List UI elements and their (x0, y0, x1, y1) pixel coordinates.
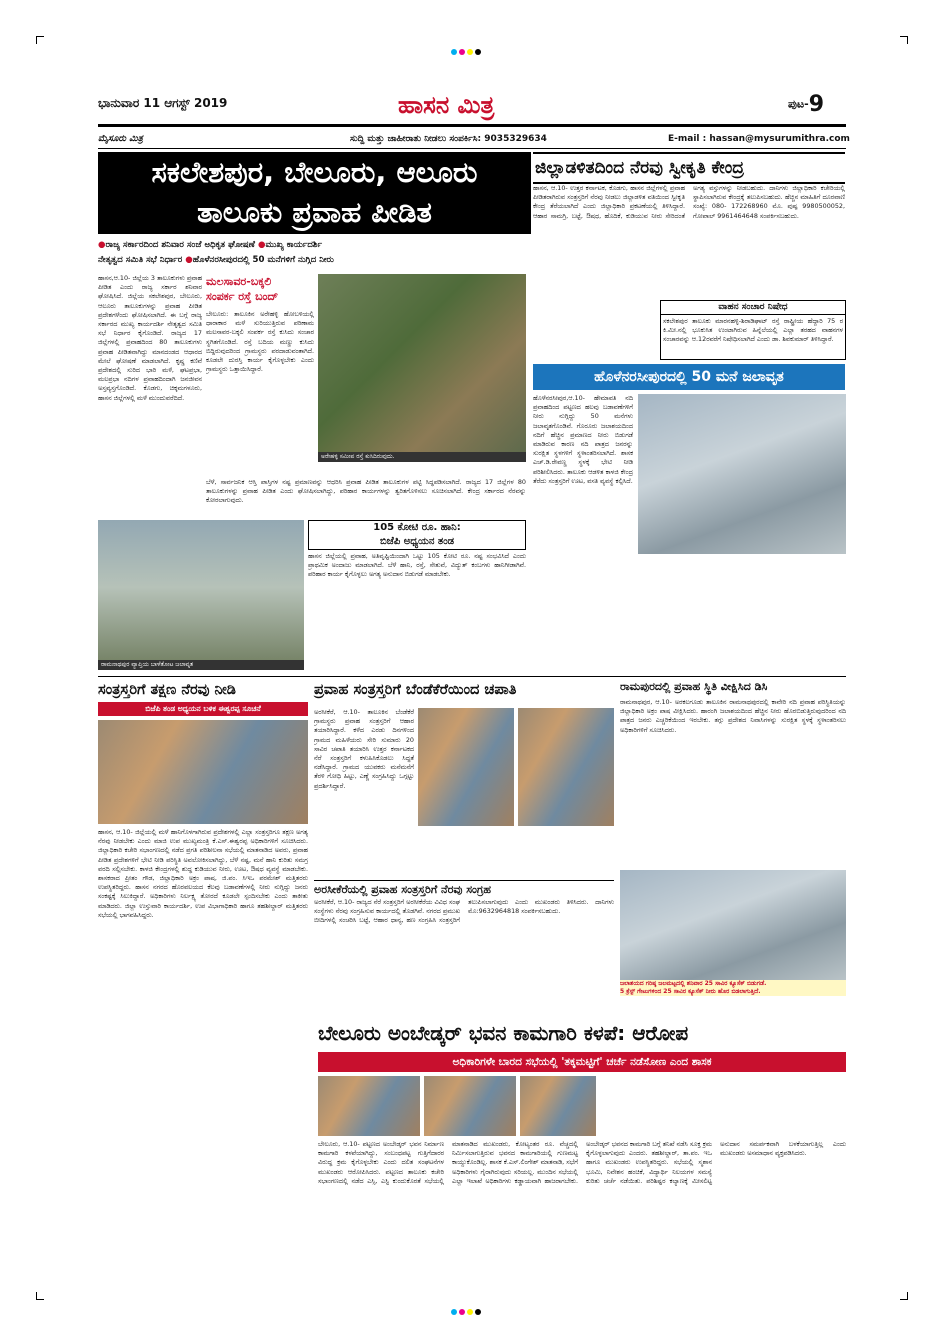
lead-subheads: ●ರಾಜ್ಯ ಸರ್ಕಾರದಿಂದ ಶನಿವಾರ ಸಂಜೆ ಅಧಿಕೃತ ಘೋಷಣೆ ●ಮುಖ್ಯ ಕಾರ್ಯದರ್ಶಿ ನೇತೃತ್ವದ ಸಮಿತಿ ಸಭೆ ನಿರ್ಧಾರ ●ಹೊಳೆನರಸೀಪುರದಲ್ಲಿ 50 ಮನೆಗಳಿಗೆ ನುಗ್ಗಿದ ನೀರು (98, 240, 334, 265)
banana-photo-caption: ರಾಮನಾಥಪುರ ವ್ಯಾಪ್ತಿಯ ಬಾಳೆತೋಟ ಜಲಾವೃತ (98, 660, 304, 670)
chapati-photo-2 (518, 708, 614, 826)
dam-photo (620, 870, 846, 980)
crop-mark-bottom-right (900, 1292, 908, 1300)
bjp-team-photo (98, 720, 308, 824)
header-rule-bottom (98, 148, 846, 149)
crop-mark-top-left (36, 36, 44, 44)
lead-headline-line1: ಸಕಲೇಶಪುರ, ಬೇಲೂರು, ಆಲೂರು (151, 155, 478, 189)
bottom-body: ಬೇಲೂರು, ಆ.10- ಪಟ್ಟಣದ ಅಂಬೇಡ್ಕರ್ ಭವನ ನಿರ್ಮಾಣ ಕಾಮಗಾರಿ ಕಳಪೆಯಾಗಿದ್ದು, ಸಂಬಂಧಪಟ್ಟ ಗುತ್ತಿಗೆದಾರರ ವಿರುದ್ಧ ಕ್ರಮ ಕೈಗೊಳ್ಳಬೇಕು ಎಂದು ದಲಿತ ಸಂಘಟನೆಗಳ ಮುಖಂಡರು ಆರೋಪಿಸಿದರು. ಪಟ್ಟಣದ ತಾಲೂಕು ಕಚೇರಿ ಸಭಾಂಗಣದಲ್ಲಿ ನಡೆದ ಎಸ್ಸಿ, ಎಸ್ಟಿ ಕುಂದುಕೊರತೆ ಸಭೆಯಲ್ಲಿ ಮಾತನಾಡಿದ ಮುಖಂಡರು, ಕೋಟ್ಯಂತರ ರೂ. ವೆಚ್ಚದಲ್ಲಿ ನಿರ್ಮಿಸಲಾಗುತ್ತಿರುವ ಭವನದ ಕಾಮಗಾರಿಯಲ್ಲಿ ಗುಣಮಟ್ಟ ಕಾಯ್ದುಕೊಂಡಿಲ್ಲ. ಶಾಸಕ ಕೆ.ಎಸ್.ಲಿಂಗೇಶ್ ಮಾತನಾಡಿ, ಸಭೆಗೆ ಅಧಿಕಾರಿಗಳು ಗೈರಾಗಿರುವುದು ಸರಿಯಲ್ಲ. ಮುಂದಿನ ಸಭೆಯಲ್ಲಿ ಎಲ್ಲಾ ಇಲಾಖೆ ಅಧಿಕಾರಿಗಳು ಕಡ್ಡಾಯವಾಗಿ ಹಾಜರಾಗಬೇಕು. ಅಂಬೇಡ್ಕರ್ ಭವನದ ಕಾಮಗಾರಿ ಬಗ್ಗೆ ತನಿಖೆ ನಡೆಸಿ ಸೂಕ್ತ ಕ್ರಮ ಕೈಗೊಳ್ಳಲಾಗುವುದು ಎಂದರು. ತಹಶೀಲ್ದಾರ್, ತಾ.ಪಂ. ಇಒ ಹಾಗೂ ಮುಖಂಡರು ಉಪಸ್ಥಿತರಿದ್ದರು. ಸಭೆಯಲ್ಲಿ ಸ್ಮಶಾನ ಭೂಮಿ, ನಿವೇಶನ ಹಂಚಿಕೆ, ವಿದ್ಯಾರ್ಥಿ ನಿಲಯಗಳ ಸಮಸ್ಯೆ ಕುರಿತು ಚರ್ಚೆ ನಡೆಯಿತು. ಪರಿಶಿಷ್ಟರ ಕಲ್ಯಾಣಕ್ಕೆ ಮೀಸಲಿಟ್ಟ ಅನುದಾನ ಸಮರ್ಪಕವಾಗಿ ಬಳಕೆಯಾಗುತ್ತಿಲ್ಲ ಎಂದು ಮುಖಂಡರು ಅಸಮಾಧಾನ ವ್ಯಕ್ತಪಡಿಸಿದರು. (318, 1140, 846, 1185)
banana-title-line2: ಬಿಜೆಪಿ ಅಧ್ಯಯನ ತಂಡ (379, 536, 454, 547)
ramanathapura-headline: ರಾಮಪುರದಲ್ಲಿ ಪ್ರವಾಹ ಸ್ಥಿತಿ ವೀಕ್ಷಿಸಿದ ಡಿಸಿ (620, 680, 768, 693)
section-divider-1 (98, 676, 846, 677)
header-rule-top (98, 124, 846, 127)
malasavara-headline (206, 274, 316, 304)
relief-headline: ಸಂತ್ರಸ್ತರಿಗೆ ತಕ್ಷಣ ನೆರವು ನೀಡಿ (98, 682, 236, 698)
issue-date: ಭಾನುವಾರ 11 ಆಗಸ್ಟ್ 2019 (98, 96, 228, 110)
holenarasipura-body: ಹೊಳೆನರಸೀಪುರ,ಆ.10- ಹೇಮಾವತಿ ನದಿ ಪ್ರವಾಹದಿಂದ ಪಟ್ಟಣದ ಹಲವು ಬಡಾವಣೆಗಳಿಗೆ ನೀರು ನುಗ್ಗಿದ್ದು 50 ಮನೆಗಳು ಜಲಾವೃತಗೊಂಡಿವೆ. ಗೊರೂರು ಜಲಾಶಯದಿಂದ ನದಿಗೆ ಹೆಚ್ಚಿನ ಪ್ರಮಾಣದ ನೀರು ಬಿಡುಗಡೆ ಮಾಡಿರುವ ಕಾರಣ ನದಿ ಪಾತ್ರದ ಜನರನ್ನು ಸುರಕ್ಷಿತ ಸ್ಥಳಗಳಿಗೆ ಸ್ಥಳಾಂತರಿಸಲಾಗಿದೆ. ಶಾಸಕ ಎಚ್.ಡಿ.ರೇವಣ್ಣ ಸ್ಥಳಕ್ಕೆ ಭೇಟಿ ನೀಡಿ ಪರಿಶೀಲಿಸಿದರು. ತಾಲೂಕು ಆಡಳಿತ ಕಾಳಜಿ ಕೇಂದ್ರ ತೆರೆದು ಸಂತ್ರಸ್ತರಿಗೆ ಊಟ, ವಸತಿ ವ್ಯವಸ್ಥೆ ಕಲ್ಪಿಸಿದೆ. (533, 394, 633, 485)
banana-title (308, 520, 526, 550)
lead-sub1: ರಾಜ್ಯ ಸರ್ಕಾರದಿಂದ ಶನಿವಾರ ಸಂಜೆ ಅಧಿಕೃತ ಘೋಷಣೆ (105, 240, 255, 250)
banana-field-photo (98, 520, 304, 670)
crop-mark-top-right (900, 36, 908, 44)
lead-sub2: ಮುಖ್ಯ ಕಾರ್ಯದರ್ಶಿ (265, 240, 323, 250)
right-top-body: ಹಾಸನ, ಆ.10- ಉತ್ತರ ಕರ್ನಾಟಕ, ಕೊಡಗು, ಹಾಸನ ಜಿಲ್ಲೆಗಳಲ್ಲಿ ಪ್ರವಾಹ ಪೀಡಿತರಾಗಿರುವ ಸಂತ್ರಸ್ತರಿಗೆ ನೆರವು ನೀಡಲು ಜಿಲ್ಲಾಡಳಿತ ವತಿಯಿಂದ ಸ್ವೀಕೃತಿ ಕೇಂದ್ರ ತೆರೆಯಲಾಗಿದೆ ಎಂದು ಜಿಲ್ಲಾಧಿಕಾರಿ ಪ್ರಕಟಣೆಯಲ್ಲಿ ತಿಳಿಸಿದ್ದಾರೆ. ಆಹಾರ ಸಾಮಗ್ರಿ, ಬಟ್ಟೆ, ಔಷಧ, ಹೊದಿಕೆ, ಕುಡಿಯುವ ನೀರು ಸೇರಿದಂತೆ ಅಗತ್ಯ ವಸ್ತುಗಳನ್ನು ನೀಡಬಹುದು. ದಾನಿಗಳು ಜಿಲ್ಲಾಧಿಕಾರಿ ಕಚೇರಿಯಲ್ಲಿ ಸ್ಥಾಪಿಸಲಾಗಿರುವ ಕೇಂದ್ರಕ್ಕೆ ತಲುಪಿಸಬಹುದು. ಹೆಚ್ಚಿನ ಮಾಹಿತಿಗೆ ದೂರವಾಣಿ ಸಂಖ್ಯೆ: 080- 172268960 ಮೊ. ಪುಷ್ಪ 9980500052, ಗೋಪಾಲ್ 9961464648 ಸಂಪರ್ಕಿಸಬಹುದು. (533, 184, 845, 220)
page-label: ಪುಟ- (788, 97, 809, 111)
bottom-subhead: ಅಧಿಕಾರಿಗಳೇ ಬಾರದ ಸಭೆಯಲ್ಲಿ 'ತಕ್ಕಮಟ್ಟಿಗೆ' ಚರ್ಚೆ ನಡೆಸೋಣ ಎಂದ ಶಾಸಕ (318, 1052, 846, 1072)
sister-paper-tag: ಮೈಸೂರು ಮಿತ್ರ (98, 134, 143, 144)
contact-line: ಸುದ್ದಿ ಮತ್ತು ಜಾಹೀರಾತು ನೀಡಲು ಸಂಪರ್ಕಿಸಿ: 9035329634 (350, 134, 547, 144)
bottom-body-right (600, 1076, 846, 1136)
bandekere-body-2 (418, 830, 614, 870)
arasikere-headline: ಅರಸೀಕೆರೆಯಲ್ಲಿ ಪ್ರವಾಹ ಸಂತ್ರಸ್ತರಿಗೆ ನೆರವು ಸಂಗ್ರಹ (314, 880, 614, 897)
dam-caption-line2: 5 ಕ್ರೆಸ್ಟ್ ಗೇಟುಗಳಿಂದ 25 ಸಾವಿರ ಕ್ಯೂಸೆಕ್ ನೀರು ಹೊರ ಬಿಡಲಾಗುತ್ತಿದೆ. (620, 988, 761, 995)
banana-title-line1: 105 ಕೋಟಿ ರೂ. ಹಾನಿ: (373, 522, 461, 533)
lead-sub3: ನೇತೃತ್ವದ ಸಮಿತಿ ಸಭೆ ನಿರ್ಧಾರ (98, 255, 183, 265)
dam-caption-line1: ಜಲಾಶಯದ ಗರಿಷ್ಠ ಜಲಮಟ್ಟದಲ್ಲಿ ಶನಿವಾರ 25 ಸಾವಿರ ಕ್ಯೂಸೆಕ್ ಬಿಡುಗಡೆ. (620, 980, 767, 987)
masthead-title: ಹಾಸನ ಮಿತ್ರ (398, 90, 495, 119)
relief-subhead: ಬಿಜೆಪಿ ತಂಡ ಅಧ್ಯಯನ ಬಳಿಕ ಈಶ್ವರಪ್ಪ ಸೂಚನೆ (98, 702, 308, 716)
email-line: E-mail : hassan@mysurumithra.com (668, 134, 850, 144)
lead-body: ಹಾಸನ,ಆ.10- ಜಿಲ್ಲೆಯ 3 ತಾಲೂಕುಗಳು ಪ್ರವಾಹ ಪೀಡಿತ ಎಂದು ರಾಜ್ಯ ಸರ್ಕಾರ ಶನಿವಾರ ಘೋಷಿಸಿದೆ. ಜಿಲ್ಲೆಯ ಸಕಲೇಶಪುರ, ಬೇಲೂರು, ಆಲೂರು ತಾಲೂಕುಗಳನ್ನು ಪ್ರವಾಹ ಪೀಡಿತ ಪ್ರದೇಶಗಳೆಂದು ಘೋಷಿಸಲಾಗಿದೆ. ಈ ಬಗ್ಗೆ ರಾಜ್ಯ ಸರ್ಕಾರದ ಮುಖ್ಯ ಕಾರ್ಯದರ್ಶಿ ನೇತೃತ್ವದ ಸಮಿತಿ ಸಭೆ ನಿರ್ಧಾರ ಕೈಗೊಂಡಿದೆ. ರಾಜ್ಯದ 17 ಜಿಲ್ಲೆಗಳಲ್ಲಿ ಪ್ರವಾಹದಿಂದ 80 ತಾಲೂಕುಗಳು ಪ್ರವಾಹ ಪೀಡಿತವಾಗಿದ್ದು ಮಾನದಂಡದ ಆಧಾರದ ಮೇಲೆ ಘೋಷಣೆ ಮಾಡಲಾಗಿದೆ. ಕೃಷ್ಣ ಕಣಿವೆ ಪ್ರದೇಶದಲ್ಲಿ ಸುರಿದ ಭಾರಿ ಮಳೆ, ಘಟಪ್ರಭಾ, ಮಲಪ್ರಭಾ ನದಿಗಳ ಪ್ರವಾಹದಿಂದಾಗಿ ಜನಜೀವನ ಅಸ್ತವ್ಯಸ್ತಗೊಂಡಿದೆ. ಕೊಡಗು, ಚಿಕ್ಕಮಗಳೂರು, ಹಾಸನ ಜಿಲ್ಲೆಗಳಲ್ಲಿ ಮಳೆ ಮುಂದುವರೆದಿದೆ. (98, 274, 202, 402)
ramanathapura-body: ರಾಮನಾಥಪುರ, ಆ.10- ಅರಕಲಗೂಡು ತಾಲೂಕಿನ ರಾಮನಾಥಪುರದಲ್ಲಿ ಕಾವೇರಿ ನದಿ ಪ್ರವಾಹ ಪರಿಸ್ಥಿತಿಯನ್ನು ಜಿಲ್ಲಾಧಿಕಾರಿ ಅಕ್ರಂ ಪಾಷ ವೀಕ್ಷಿಸಿದರು. ಹಾರಂಗಿ ಜಲಾಶಯದಿಂದ ಹೆಚ್ಚಿನ ನೀರು ಹೊರಬಿಡುತ್ತಿರುವುದರಿಂದ ನದಿ ಪಾತ್ರದ ಜನರು ಎಚ್ಚರಿಕೆಯಿಂದ ಇರಬೇಕು. ತಗ್ಗು ಪ್ರದೇಶದ ನಿವಾಸಿಗಳನ್ನು ಸುರಕ್ಷಿತ ಸ್ಥಳಕ್ಕೆ ಸ್ಥಳಾಂತರಿಸಲು ಅಧಿಕಾರಿಗಳಿಗೆ ಸೂಚಿಸಿದರು. (620, 698, 846, 734)
flooded-street-photo (638, 394, 846, 554)
notice-title: ವಾಹನ ಸಂಚಾರ ನಿಷೇಧ (661, 301, 845, 315)
bottom-headline: ಬೇಲೂರು ಅಂಬೇಡ್ಕರ್ ಭವನ ಕಾಮಗಾರಿ ಕಳಪೆ: ಆರೋಪ (318, 1021, 689, 1045)
meeting-photo-1 (318, 1076, 420, 1136)
malasavara-headline-line2: ಸಂಪರ್ಕ ರಸ್ತೆ ಬಂದ್ (206, 290, 279, 303)
bandekere-body: ಅರಸೀಕೆರೆ, ಆ.10- ತಾಲೂಕಿನ ಬೆಂಡೆಕೆರೆ ಗ್ರಾಮಸ್ಥರು ಪ್ರವಾಹ ಸಂತ್ರಸ್ತರಿಗೆ ಆಹಾರ ತಯಾರಿಸಿದ್ದಾರೆ. ಕಳೆದ ಎರಡು ದಿನಗಳಿಂದ ಗ್ರಾಮದ ಮಹಿಳೆಯರು ಸೇರಿ ಸುಮಾರು 20 ಸಾವಿರ ಚಪಾತಿ ತಯಾರಿಸಿ ಉತ್ತರ ಕರ್ನಾಟಕದ ನೆರೆ ಸಂತ್ರಸ್ತರಿಗೆ ಕಳುಹಿಸಿಕೊಡಲು ಸಿದ್ಧತೆ ನಡೆಸಿದ್ದಾರೆ. ಗ್ರಾಮದ ಯುವಕರು ಮನೆಮನೆಗೆ ತೆರಳಿ ಗೋಧಿ ಹಿಟ್ಟು, ಎಣ್ಣೆ ಸಂಗ್ರಹಿಸಿದ್ದು ಒಗ್ಗಟ್ಟು ಪ್ರದರ್ಶಿಸಿದ್ದಾರೆ. (314, 708, 414, 790)
holenarasipura-body-2 (638, 560, 846, 674)
dam-photo-caption (620, 980, 846, 996)
chapati-photo-1 (418, 708, 514, 826)
meeting-photo-2 (424, 1076, 516, 1136)
lead-headline-box (98, 152, 531, 234)
mid-body: ಬೆಳೆ, ಸಾರ್ವಜನಿಕ ಆಸ್ತಿ ಪಾಸ್ತಿಗಳ ನಷ್ಟ ಪ್ರಮಾಣವನ್ನು ಆಧರಿಸಿ ಪ್ರವಾಹ ಪೀಡಿತ ತಾಲೂಕುಗಳ ಪಟ್ಟಿ ಸಿದ್ಧಪಡಿಸಲಾಗಿದೆ. ರಾಜ್ಯದ 17 ಜಿಲ್ಲೆಗಳ 80 ತಾಲೂಕುಗಳನ್ನು ಪ್ರವಾಹ ಪೀಡಿತ ಎಂದು ಘೋಷಿಸಲಾಗಿದ್ದು, ಪರಿಹಾರ ಕಾರ್ಯಗಳನ್ನು ತ್ವರಿತಗೊಳಿಸಲು ಸೂಚಿಸಲಾಗಿದೆ. ಕೇಂದ್ರ ಸರ್ಕಾರದ ನೆರವನ್ನು ಕೋರಲಾಗುವುದು. (206, 478, 526, 505)
registration-dots-bottom (450, 1300, 482, 1319)
banana-body: ಹಾಸನ ಜಿಲ್ಲೆಯಲ್ಲಿ ಪ್ರವಾಹ, ಅತಿವೃಷ್ಟಿಯಿಂದಾಗಿ ಒಟ್ಟು 105 ಕೋಟಿ ರೂ. ನಷ್ಟ ಸಂಭವಿಸಿದೆ ಎಂದು ಪ್ರಾಥಮಿಕ ಅಂದಾಜು ಮಾಡಲಾಗಿದೆ. ಬೆಳೆ ಹಾನಿ, ರಸ್ತೆ, ಸೇತುವೆ, ವಿದ್ಯುತ್ ಕಂಬಗಳು ಹಾನಿಗೀಡಾಗಿವೆ. ಪರಿಹಾರ ಕಾರ್ಯ ಕೈಗೊಳ್ಳಲು ಅಗತ್ಯ ಅನುದಾನ ಬಿಡುಗಡೆ ಮಾಡಬೇಕು. (308, 552, 526, 579)
right-top-continued (533, 300, 655, 360)
malasavara-box (206, 274, 526, 474)
page-number-value: 9 (808, 92, 825, 117)
notice-box (660, 300, 846, 360)
arasikere-body: ಅರಸೀಕೆರೆ, ಆ.10- ರಾಜ್ಯದ ನೆರೆ ಸಂತ್ರಸ್ತರಿಗೆ ಅರಸೀಕೆರೆಯ ವಿವಿಧ ಸಂಘ ಸಂಸ್ಥೆಗಳು ನೆರವು ಸಂಗ್ರಹಿಸುವ ಕಾರ್ಯದಲ್ಲಿ ತೊಡಗಿವೆ. ನಗರದ ಪ್ರಮುಖ ಬೀದಿಗಳಲ್ಲಿ ಸಂಚರಿಸಿ ಬಟ್ಟೆ, ಆಹಾರ ಧಾನ್ಯ, ಹಣ ಸಂಗ್ರಹಿಸಿ ಸಂತ್ರಸ್ತರಿಗೆ ತಲುಪಿಸಲಾಗುವುದು ಎಂದು ಮುಖಂಡರು ತಿಳಿಸಿದರು. ದಾನಿಗಳು ಮೊ:9632964818 ಸಂಪರ್ಕಿಸಬಹುದು. (314, 898, 614, 925)
page-number (788, 92, 824, 117)
malasavara-headline-line1: ಮಲಸಾವರ-ಬಕ್ಕಲಿ (206, 275, 272, 288)
meeting-photo-3 (520, 1076, 596, 1136)
bandekere-headline: ಪ್ರವಾಹ ಸಂತ್ರಸ್ತರಿಗೆ ಬೆಂಡೆಕೆರೆಯಿಂದ ಚಪಾತಿ (314, 682, 517, 698)
landslide-photo-caption: ಅರೇಹಳ್ಳಿ ಸಮೀಪ ರಸ್ತೆ ಕುಸಿದಿರುವುದು. (318, 452, 526, 462)
malasavara-body: ಬೇಲೂರು: ತಾಲೂಕಿನ ಅರೇಹಳ್ಳಿ ಹೋಬಳಿಯಲ್ಲಿ ಧಾರಾಕಾರ ಮಳೆ ಸುರಿಯುತ್ತಿರುವ ಪರಿಣಾಮ ಮಲಸಾವರ-ಬಕ್ಕಲಿ ಸಂಪರ್ಕ ರಸ್ತೆ ಕುಸಿದು ಸಂಚಾರ ಸ್ಥಗಿತಗೊಂಡಿದೆ. ರಸ್ತೆ ಬದಿಯ ಮಣ್ಣು ಕುಸಿದು ಬಿದ್ದಿರುವುದರಿಂದ ಗ್ರಾಮಸ್ಥರು ಪರದಾಡುವಂತಾಗಿದೆ. ಕೂಡಲೇ ದುರಸ್ತಿ ಕಾರ್ಯ ಕೈಗೊಳ್ಳಬೇಕು ಎಂದು ಗ್ರಾಮಸ್ಥರು ಒತ್ತಾಯಿಸಿದ್ದಾರೆ. (206, 310, 314, 374)
lead-headline-line2: ತಾಲೂಕು ಪ್ರವಾಹ ಪೀಡಿತ (197, 195, 432, 229)
right-top-headline: ಜಿಲ್ಲಾಡಳಿತದಿಂದ ನೆರವು ಸ್ವೀಕೃತಿ ಕೇಂದ್ರ (533, 152, 845, 184)
relief-body: ಹಾಸನ, ಆ.10- ಜಿಲ್ಲೆಯಲ್ಲಿ ಮಳೆ ಹಾನಿಗೊಳಗಾಗಿರುವ ಪ್ರದೇಶಗಳಲ್ಲಿ ಎಲ್ಲಾ ಸಂತ್ರಸ್ತರಿಗೂ ತಕ್ಷಣ ಅಗತ್ಯ ನೆರವು ನೀಡಬೇಕು ಎಂದು ಮಾಜಿ ಉಪ ಮುಖ್ಯಮಂತ್ರಿ ಕೆ.ಎಸ್.ಈಶ್ವರಪ್ಪ ಅಧಿಕಾರಿಗಳಿಗೆ ಸೂಚಿಸಿದರು. ಜಿಲ್ಲಾಧಿಕಾರಿ ಕಚೇರಿ ಸಭಾಂಗಣದಲ್ಲಿ ನಡೆದ ಪ್ರಗತಿ ಪರಿಶೀಲನಾ ಸಭೆಯಲ್ಲಿ ಮಾತನಾಡಿದ ಅವರು, ಪ್ರವಾಹ ಪೀಡಿತ ಪ್ರದೇಶಗಳಿಗೆ ಭೇಟಿ ನೀಡಿ ಪರಿಸ್ಥಿತಿ ಅವಲೋಕಿಸಲಾಗಿದ್ದು, ಬೆಳೆ ನಷ್ಟ, ಮನೆ ಹಾನಿ ಕುರಿತು ಸಮಗ್ರ ವರದಿ ಸಲ್ಲಿಸಬೇಕು. ಕಾಳಜಿ ಕೇಂದ್ರಗಳಲ್ಲಿ ಶುದ್ಧ ಕುಡಿಯುವ ನೀರು, ಊಟ, ಔಷಧ ವ್ಯವಸ್ಥೆ ಮಾಡಬೇಕು. ಶಾಸಕರಾದ ಪ್ರೀತಂ ಗೌಡ, ಜಿಲ್ಲಾಧಿಕಾರಿ ಅಕ್ರಂ ಪಾಷ, ಜಿ.ಪಂ. ಸಿಇಒ ಪರಮೇಶ್ ಮತ್ತಿತರರು ಉಪಸ್ಥಿತರಿದ್ದರು. ಹಾಸನ ನಗರದ ಹೊರವಲಯದ ಕೆಲವು ಬಡಾವಣೆಗಳಲ್ಲಿ ನೀರು ನುಗ್ಗಿದ್ದು ಜನರು ಸಂಕಷ್ಟಕ್ಕೆ ಸಿಲುಕಿದ್ದಾರೆ. ಅಧಿಕಾರಿಗಳು ನಿರ್ಲಕ್ಷ್ಯ ತೋರದೆ ಕೂಡಲೇ ಸ್ಪಂದಿಸಬೇಕು ಎಂದು ತಾಕೀತು ಮಾಡಿದರು. ಜಿಲ್ಲಾ ಉಸ್ತುವಾರಿ ಕಾರ್ಯದರ್ಶಿ, ಉಪ ವಿಭಾಗಾಧಿಕಾರಿ ಹಾಗೂ ತಹಶೀಲ್ದಾರ್ ಮತ್ತಿತರರು ಸಭೆಯಲ್ಲಿ ಭಾಗವಹಿಸಿದ್ದರು. (98, 828, 308, 919)
landslide-photo (318, 274, 526, 452)
crop-mark-bottom-left (36, 1292, 44, 1300)
registration-dots-top (450, 40, 482, 59)
holenarasipura-headline: ಹೊಳೆನರಸೀಪುರದಲ್ಲಿ 50 ಮನೆ ಜಲಾವೃತ (533, 364, 845, 390)
lead-sub4: ಹೊಳೆನರಸೀಪುರದಲ್ಲಿ 50 ಮನೆಗಳಿಗೆ ನುಗ್ಗಿದ ನೀರು (192, 255, 334, 265)
notice-body: ಸಕಲೇಶಪುರ ತಾಲೂಕು ಮಾರನಹಳ್ಳಿ-ಶಿರಾಡಿಘಾಟ್ ರಸ್ತೆ ರಾಷ್ಟ್ರೀಯ ಹೆದ್ದಾರಿ 75 ರ ಕಿ.ಮೀ.ನಲ್ಲಿ ಭೂಕುಸಿತ ಉಂಟಾಗಿರುವ ಹಿನ್ನೆಲೆಯಲ್ಲಿ ಎಲ್ಲಾ ತರಹದ ವಾಹನಗಳ ಸಂಚಾರವನ್ನು ಆ.12ರವರೆಗೆ ನಿಷೇಧಿಸಲಾಗಿದೆ ಎಂದು ಡಾ. ಶಿವಕುಮಾರ್ ತಿಳಿಸಿದ್ದಾರೆ. (663, 317, 843, 344)
